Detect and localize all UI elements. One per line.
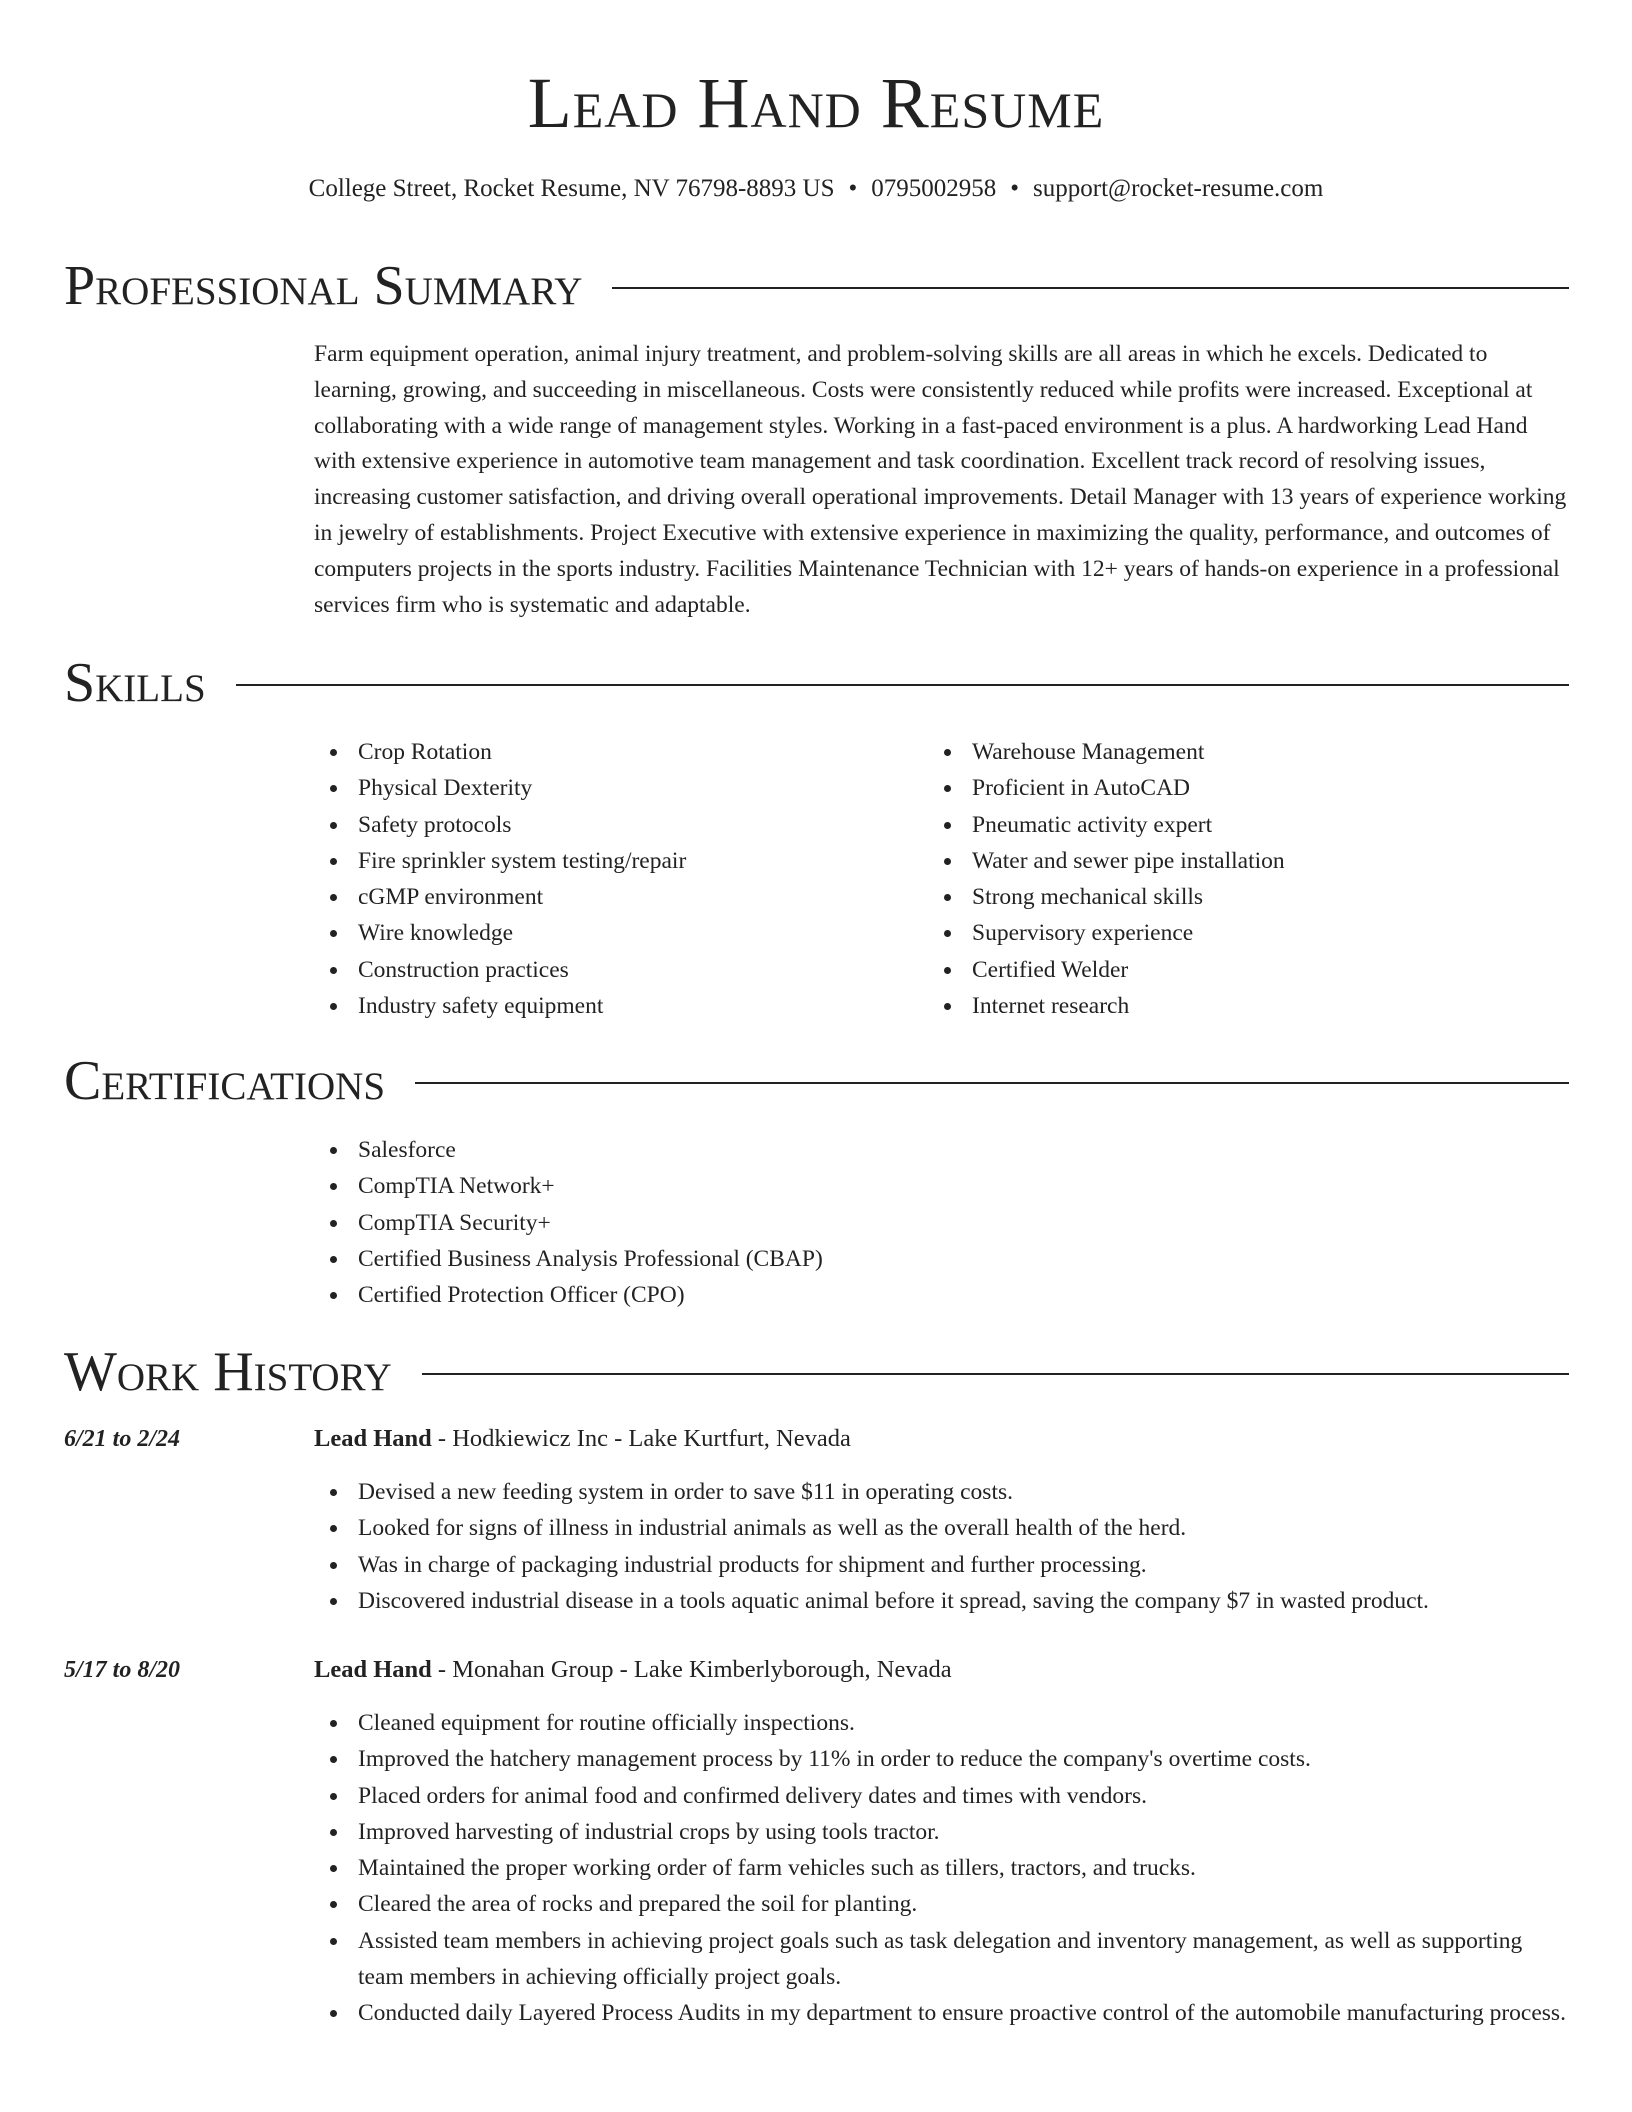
job-bullet: Assisted team members in achieving project goals such as task delegation and inventory management, as well as supporting team members in achieving officially project goals.	[314, 1923, 1569, 1996]
contact-separator: •	[1010, 175, 1020, 202]
job-bullet-list	[314, 1474, 1569, 1619]
skills-heading: Skills	[64, 652, 206, 714]
job-bullet: Cleaned equipment for routine officially inspections.	[314, 1705, 1569, 1741]
job-bullet: Placed orders for animal food and confirmed delivery dates and times with vendors.	[314, 1778, 1569, 1814]
job-bullet: Discovered industrial disease in a tools aquatic animal before it spread, saving the company $7 in wasted product.	[314, 1583, 1569, 1619]
job-dates: 6/21 to 2/24	[64, 1426, 181, 1452]
contact-phone: 0795002958	[871, 175, 997, 202]
job-bullet: Devised a new feeding system in order to save $11 in operating costs.	[314, 1474, 1569, 1510]
job-dates: 5/17 to 8/20	[64, 1657, 181, 1683]
skill-item: Fire sprinkler system testing/repair	[314, 843, 914, 879]
skill-item: cGMP environment	[314, 879, 914, 915]
section-divider	[415, 1082, 1569, 1084]
certification-item: CompTIA Security+	[314, 1205, 1314, 1241]
job-bullet: Cleared the area of rocks and prepared the soil for planting.	[314, 1886, 1569, 1922]
skill-item: Safety protocols	[314, 807, 914, 843]
job-bullet: Improved the hatchery management process by 11% in order to reduce the company's overtime costs.	[314, 1741, 1569, 1777]
job-bullet: Looked for signs of illness in industrial animals as well as the overall health of the herd.	[314, 1510, 1569, 1546]
job-employer: - Hodkiewicz Inc - Lake Kurtfurt, Nevada	[431, 1425, 851, 1452]
skill-item: Warehouse Management	[928, 734, 1568, 770]
job-role: Lead Hand	[314, 1425, 432, 1452]
job-role: Lead Hand	[314, 1656, 432, 1683]
job-bullet: Improved harvesting of industrial crops by using tools tractor.	[314, 1814, 1569, 1850]
skill-item: Industry safety equipment	[314, 988, 914, 1024]
contact-line	[0, 172, 1632, 206]
skill-item: Internet research	[928, 988, 1568, 1024]
summary-text: Farm equipment operation, animal injury treatment, and problem-solving skills are all areas in which he excels. Dedicated to learning, growing, and succeeding in miscellaneous. Costs were consistently reduced while profits were increased. Exceptional at collaborating with a wide range of management styles. Working in a fast-paced environment is a plus. A hardworking Lead Hand with extensive experience in automotive team management and task coordination. Excellent track record of resolving issues, increasing customer satisfaction, and driving overall operational improvements. Detail Manager with 13 years of experience working in jewelry of establishments. Project Executive with extensive experience in maximizing the quality, performance, and outcomes of computers projects in the sports industry. Facilities Maintenance Technician with 12+ years of hands-on experience in a professional services firm who is systematic and adaptable.	[314, 341, 1567, 618]
certifications-heading: Certifications	[64, 1050, 386, 1112]
skills-section-header	[64, 648, 1569, 718]
job-bullet: Was in charge of packaging industrial products for shipment and further processing.	[314, 1547, 1569, 1583]
skill-item: Certified Welder	[928, 952, 1568, 988]
contact-separator: •	[848, 175, 858, 202]
resume-title: Lead Hand Resume	[527, 63, 1105, 143]
section-divider	[236, 684, 1569, 686]
certification-item: CompTIA Network+	[314, 1168, 1314, 1204]
section-divider	[612, 287, 1569, 289]
job-title-line	[314, 1653, 1569, 1687]
skill-item: Wire knowledge	[314, 915, 914, 951]
skill-item: Pneumatic activity expert	[928, 807, 1568, 843]
skill-item: Crop Rotation	[314, 734, 914, 770]
summary-heading: Professional Summary	[64, 255, 583, 317]
certification-item: Certified Business Analysis Professional (CBAP)	[314, 1241, 1314, 1277]
section-divider	[422, 1373, 1569, 1375]
certification-item: Salesforce	[314, 1132, 1314, 1168]
skills-list-right	[928, 734, 1568, 1024]
summary-section-header	[64, 251, 1569, 321]
job-bullet: Conducted daily Layered Process Audits in my department to ensure proactive control of the automobile manufacturing process.	[314, 1995, 1569, 2031]
job-title-line	[314, 1422, 1569, 1456]
skill-item: Physical Dexterity	[314, 770, 914, 806]
skills-list-left	[314, 734, 914, 1024]
work-history-section-header	[64, 1337, 1569, 1407]
certifications-list	[314, 1132, 1314, 1313]
job-bullet-list	[314, 1705, 1569, 2032]
skill-item: Water and sewer pipe installation	[928, 843, 1568, 879]
certifications-section-header	[64, 1046, 1569, 1116]
work-history-heading: Work History	[64, 1341, 392, 1403]
job-bullet: Maintained the proper working order of farm vehicles such as tillers, tractors, and trucks.	[314, 1850, 1569, 1886]
skill-item: Construction practices	[314, 952, 914, 988]
contact-email: support@rocket-resume.com	[1033, 175, 1324, 202]
skill-item: Strong mechanical skills	[928, 879, 1568, 915]
contact-address: College Street, Rocket Resume, NV 76798-8893 US	[308, 175, 835, 202]
skill-item: Proficient in AutoCAD	[928, 770, 1568, 806]
job-employer: - Monahan Group - Lake Kimberlyborough, Nevada	[431, 1656, 952, 1683]
certification-item: Certified Protection Officer (CPO)	[314, 1277, 1314, 1313]
skill-item: Supervisory experience	[928, 915, 1568, 951]
